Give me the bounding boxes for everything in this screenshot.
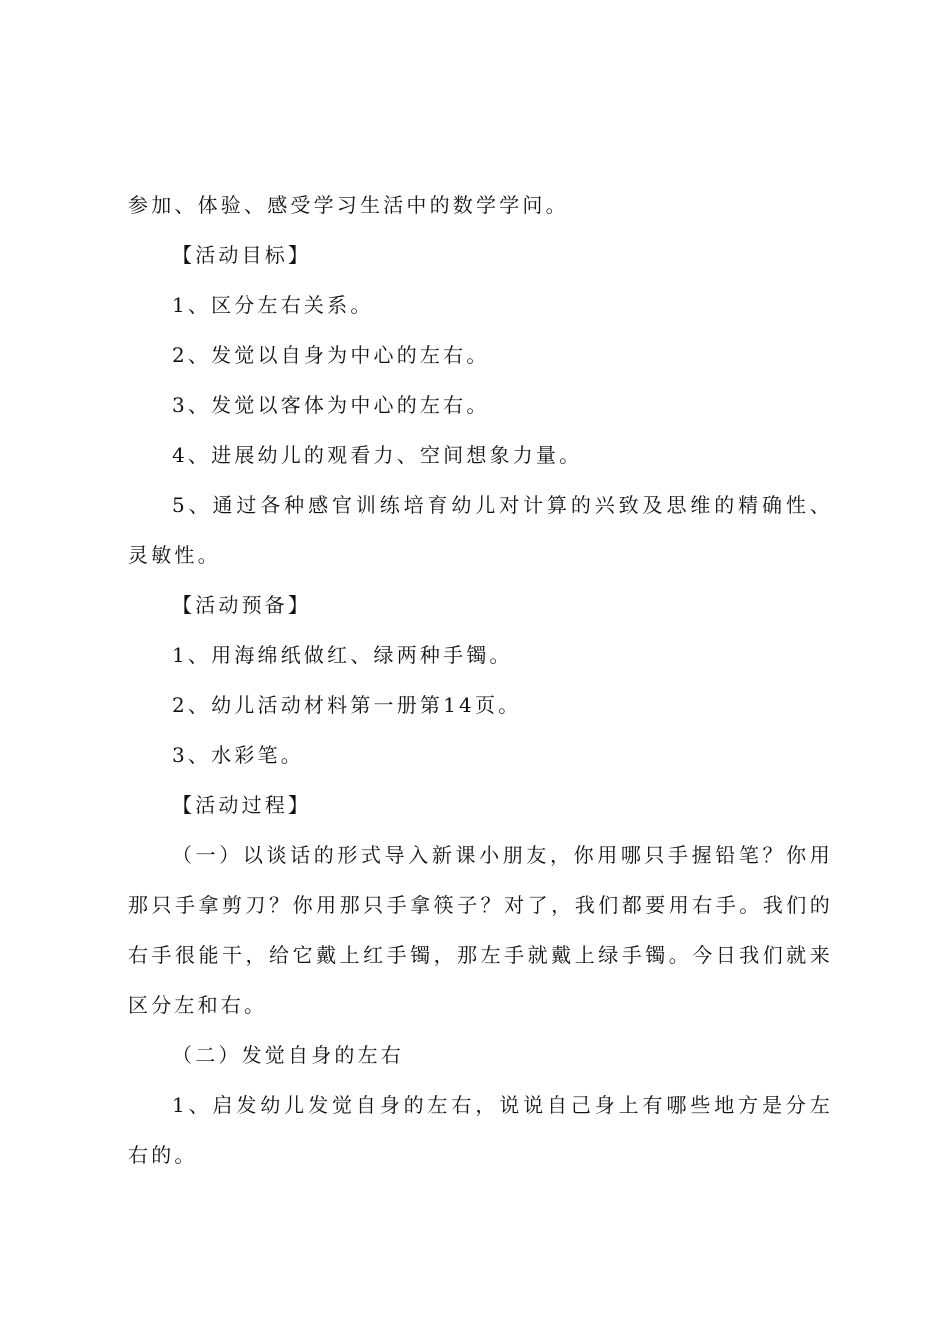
preparation-item-2: 2、幼儿活动材料第一册第14页。 xyxy=(172,693,522,717)
goal-item-4: 4、进展幼儿的观看力、空间想象力量。 xyxy=(172,443,583,467)
preparation-item-1: 1、用海绵纸做红、绿两种手镯。 xyxy=(172,643,513,667)
goal-item-1: 1、区分左右关系。 xyxy=(172,293,374,317)
goal-item-5: 5、通过各种感官训练培育幼儿对计算的兴致及思维的精确性、灵敏性。 xyxy=(128,493,833,567)
section-heading-process: 【活动过程】 xyxy=(172,793,312,817)
document-body xyxy=(128,180,833,1180)
goal-item-3: 3、发觉以客体为中心的左右。 xyxy=(172,393,490,417)
process-step-2-item-1: 1、启发幼儿发觉自身的左右，说说自己身上有哪些地方是分左右的。 xyxy=(128,1093,833,1167)
section-heading-preparation: 【活动预备】 xyxy=(172,593,312,617)
process-step-1: （一）以谈话的形式导入新课小朋友，你用哪只手握铅笔？你用那只手拿剪刀？你用那只手拿筷子？对了，我们都要用右手。我们的右手很能干，给它戴上红手镯，那左手就戴上绿手镯。今日我们就来区分左和右。 xyxy=(128,843,833,1017)
section-heading-goals: 【活动目标】 xyxy=(172,243,312,267)
process-step-2-heading: （二）发觉自身的左右 xyxy=(172,1043,404,1067)
goal-item-2: 2、发觉以自身为中心的左右。 xyxy=(172,343,490,367)
preparation-item-3: 3、水彩笔。 xyxy=(172,743,304,767)
paragraph-intro: 参加、体验、感受学习生活中的数学学问。 xyxy=(128,193,569,217)
